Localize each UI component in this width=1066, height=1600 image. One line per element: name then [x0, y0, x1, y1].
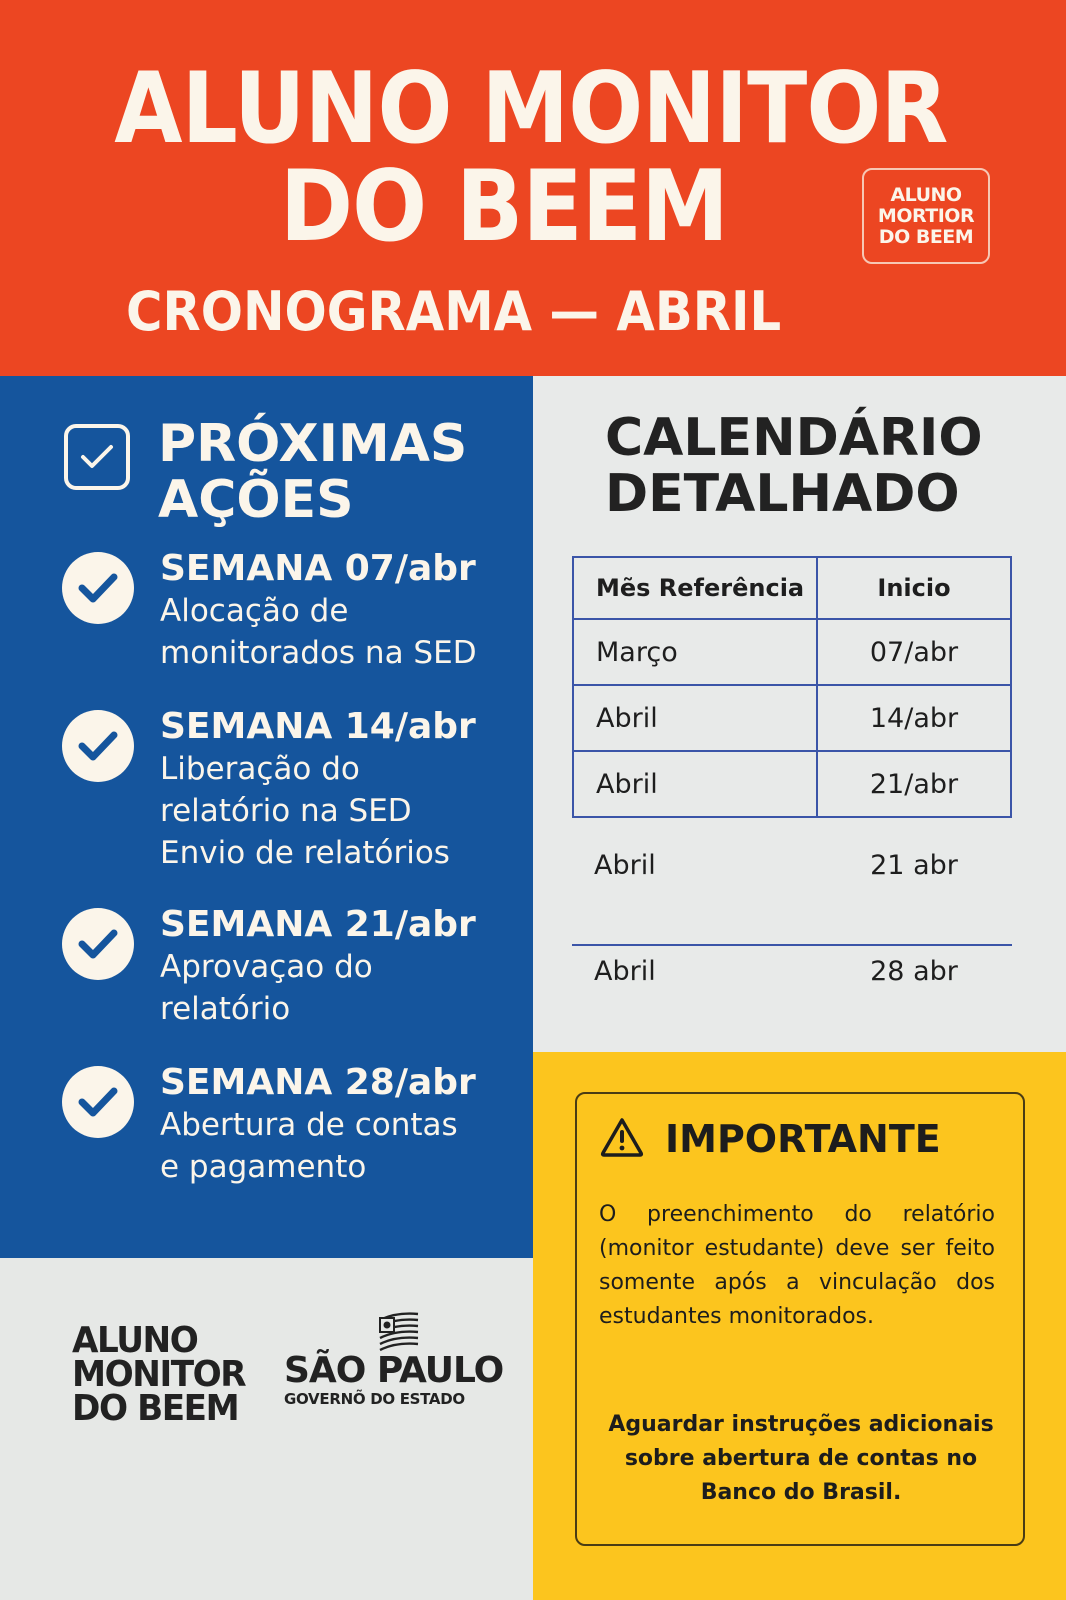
- program-logo-line: MONITOR: [72, 1354, 246, 1395]
- calendar-table: [572, 556, 1012, 818]
- important-title: IMPORTANTE: [665, 1117, 941, 1161]
- title-line-1: ALUNO MONITOR: [114, 52, 948, 166]
- step-desc: Aprovaçao do: [160, 949, 373, 985]
- cell-month: Abril: [573, 685, 817, 751]
- table-row: [573, 751, 1011, 817]
- calendar-extra-row: [572, 956, 1012, 987]
- step-desc: monitorados na SED: [160, 635, 477, 671]
- government-logo: [284, 1308, 514, 1408]
- divider: [572, 944, 1012, 946]
- check-circle-icon: [62, 908, 134, 980]
- check-circle-icon: [62, 1066, 134, 1138]
- calendar-panel: [533, 376, 1066, 1052]
- warning-icon: [599, 1116, 645, 1162]
- page-subtitle: CRONOGRAMA — ABRIL: [126, 280, 782, 343]
- badge-line: ALUNO: [890, 183, 962, 206]
- next-actions-header: [64, 416, 467, 528]
- cell-month: Março: [573, 619, 817, 685]
- program-logo: [72, 1320, 246, 1429]
- cell-start: 14/abr: [817, 685, 1011, 751]
- step-desc: Liberação do: [160, 751, 360, 787]
- cell-start: 07/abr: [817, 619, 1011, 685]
- action-step: [62, 904, 476, 1030]
- important-box: [575, 1092, 1025, 1546]
- step-desc: Alocação de: [160, 593, 349, 629]
- important-panel: [533, 1052, 1066, 1600]
- column-header-start: Inicio: [817, 557, 1011, 619]
- calendar-title-line: CALENDÁRIO: [605, 408, 983, 468]
- program-logo-line: ALUNO: [72, 1320, 198, 1361]
- badge-line: DO BEEM: [878, 225, 974, 248]
- cell-start: 28 abr: [870, 956, 958, 987]
- action-step: [62, 1062, 476, 1188]
- footer-logos: [0, 1258, 533, 1600]
- important-note: Aguardar instruções adicionais sobre abertura de contas no Banco do Brasil.: [608, 1412, 994, 1505]
- government-subtitle: GOVERNÕ DO ESTADO: [284, 1390, 465, 1408]
- title-line-2: DO BEEM: [279, 150, 728, 264]
- badge-line: MORTIOR: [877, 204, 975, 227]
- next-actions-title-line: PRÓXIMAS: [158, 414, 468, 474]
- important-header: [599, 1116, 941, 1162]
- step-title: SEMANA 28/abr: [160, 1062, 476, 1103]
- program-badge: [862, 168, 990, 264]
- checkbox-icon: [64, 424, 130, 490]
- cell-month: Abril: [573, 751, 817, 817]
- next-actions-title-line: AÇÕES: [158, 470, 354, 530]
- cell-month: Abril: [594, 956, 656, 987]
- table-row: [573, 685, 1011, 751]
- step-title: SEMANA 21/abr: [160, 904, 476, 945]
- header-banner: [0, 0, 1066, 376]
- step-desc: relatório: [160, 991, 291, 1027]
- next-actions-panel: [0, 376, 533, 1258]
- check-circle-icon: [62, 710, 134, 782]
- step-desc: e pagamento: [160, 1149, 367, 1185]
- check-circle-icon: [62, 552, 134, 624]
- cell-month: Abril: [594, 850, 656, 881]
- step-desc: Abertura de contas: [160, 1107, 458, 1143]
- cell-start: 21 abr: [870, 850, 958, 881]
- cell-start: 21/abr: [817, 751, 1011, 817]
- table-header-row: [573, 557, 1011, 619]
- table-row: [573, 619, 1011, 685]
- action-step: [62, 548, 477, 674]
- important-body: O preenchimento do relatório (monitor estudante) deve ser feito somente após a vinculação dos estudantes monitorados.: [599, 1202, 995, 1329]
- program-logo-line: DO BEEM: [72, 1388, 239, 1429]
- calendar-title: [605, 410, 983, 522]
- step-title: SEMANA 14/abr: [160, 706, 476, 747]
- calendar-title-line: DETALHADO: [605, 464, 960, 524]
- step-desc: Envio de relatórios: [160, 835, 450, 871]
- calendar-extra-row: [572, 850, 1012, 881]
- step-title: SEMANA 07/abr: [160, 548, 476, 589]
- action-step: [62, 706, 476, 874]
- government-name: SÃO PAULO: [284, 1350, 504, 1391]
- column-header-month: Mẽs Referência: [573, 557, 817, 619]
- next-actions-title: [158, 416, 467, 528]
- step-desc: relatório na SED: [160, 793, 412, 829]
